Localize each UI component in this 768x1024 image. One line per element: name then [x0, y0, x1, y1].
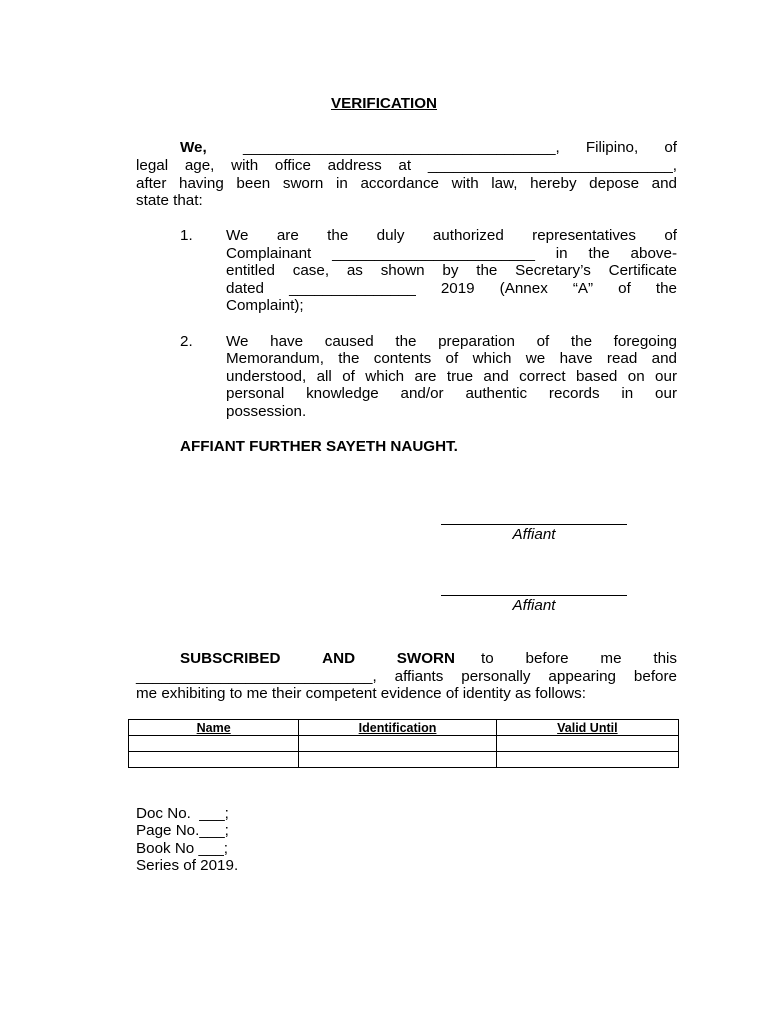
item-line: understood, all of which are true and correct based on our	[226, 368, 677, 385]
item-number: 1.	[180, 227, 193, 244]
affiant-statement: AFFIANT FURTHER SAYETH NAUGHT.	[180, 438, 458, 455]
book-number: Book No ___;	[136, 840, 229, 857]
table-row	[129, 752, 679, 768]
page-number: Page No.___;	[136, 822, 229, 839]
item-line: Complainant ________________________ in the above-	[226, 245, 677, 262]
jurat-line-1-rest: to before me this	[481, 650, 677, 667]
affiant-label: Affiant	[512, 597, 556, 614]
item-line: personal knowledge and/or authentic records in our	[226, 385, 677, 402]
jurat-line-3: me exhibiting to me their competent evidence of identity as follows:	[136, 685, 586, 702]
table-cell	[129, 736, 299, 752]
doc-number: Doc No. ___;	[136, 805, 229, 822]
item-line: dated _______________ 2019 (Annex “A” of the	[226, 280, 677, 297]
table-cell	[129, 752, 299, 768]
item-line: Memorandum, the contents of which we have read and	[226, 350, 677, 367]
table-header-valid-until: Valid Until	[496, 720, 678, 736]
table-header-name: Name	[129, 720, 299, 736]
series-year: Series of 2019.	[136, 857, 239, 874]
item-number: 2.	[180, 333, 193, 350]
signature-line	[441, 595, 627, 596]
signature-line	[441, 524, 627, 525]
table-cell	[496, 752, 678, 768]
item-line: We are the duly authorized representatives of	[226, 227, 677, 244]
table-header-row	[129, 720, 679, 736]
item-line: possession.	[226, 403, 307, 420]
table-cell	[496, 736, 678, 752]
jurat-line-2: ____________________________, affiants personally appearing before	[136, 668, 677, 685]
intro-line-1: _____________________________________, Filipino, of	[243, 139, 677, 156]
intro-line-4: state that:	[136, 192, 203, 209]
intro-line-3: after having been sworn in accordance with law, hereby depose and	[136, 175, 677, 192]
item-line: We have caused the preparation of the foregoing	[226, 333, 677, 350]
intro-line-2: legal age, with office address at _____________________________,	[136, 157, 677, 174]
table-cell	[299, 752, 496, 768]
intro-we: We,	[180, 139, 207, 156]
jurat-line-1	[180, 650, 677, 668]
jurat-bold-phrase: SUBSCRIBED AND SWORN	[180, 650, 455, 667]
item-line: entitled case, as shown by the Secretary’s Certificate	[226, 262, 677, 279]
item-line: Complaint);	[226, 297, 304, 314]
table-row	[129, 736, 679, 752]
identity-table	[128, 719, 679, 768]
document-title: VERIFICATION	[330, 95, 438, 112]
table-cell	[299, 736, 496, 752]
table-header-identification: Identification	[299, 720, 496, 736]
affiant-label: Affiant	[512, 526, 556, 543]
